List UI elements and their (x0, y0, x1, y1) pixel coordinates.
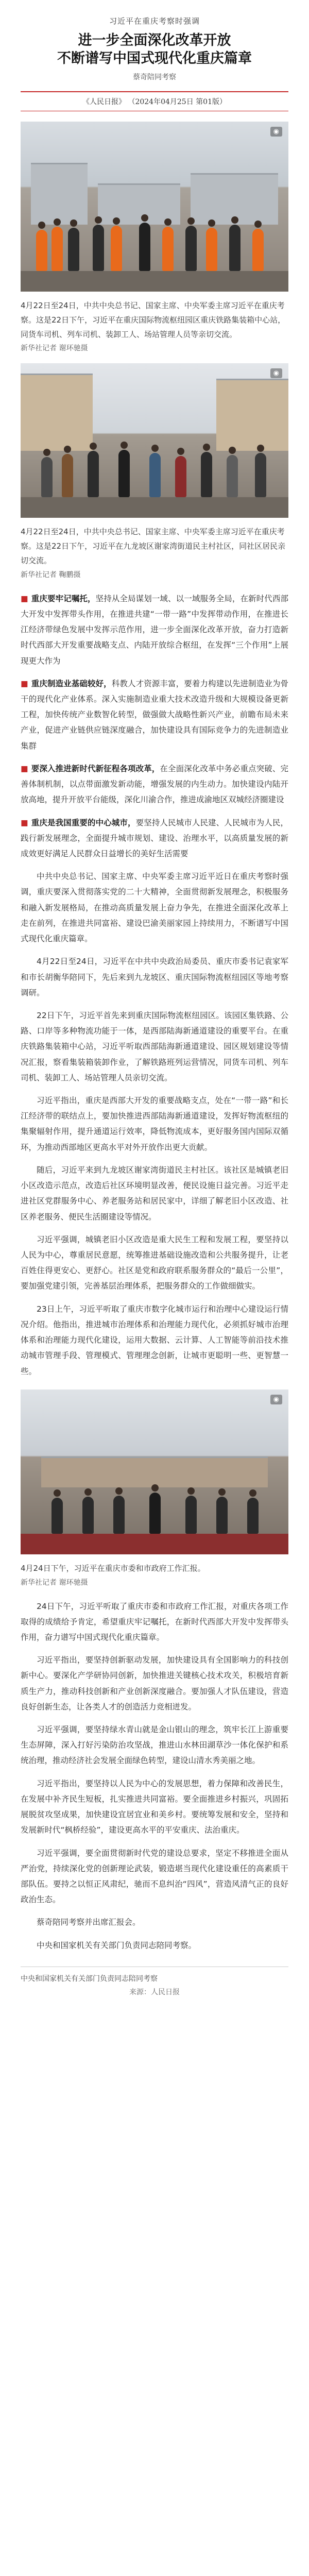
headline (21, 31, 288, 67)
photo-logistics-hub[interactable] (21, 122, 288, 292)
byline: 蔡奇陪同考察 (133, 73, 176, 82)
photo-person (185, 226, 197, 271)
photo-person (68, 228, 79, 271)
photo-person (149, 453, 161, 497)
photo-person (93, 225, 104, 271)
photo-crowd (21, 435, 288, 497)
source-label: 来源：人民日报 (129, 1988, 180, 1996)
photo-work-report[interactable] (21, 1389, 288, 1554)
summary-text: 要坚持人民城市人民建、人民城市为人民，践行新发展理念，全面提升城市规划、建设、治理水平，以高质量发展的新成效更好满足人民群众日益增长的美好生活需要 (21, 818, 288, 858)
photo-ground (21, 1534, 288, 1554)
photo-person (113, 1496, 125, 1534)
headline-line-2: 不断谱写中国式现代化重庆篇章 (57, 50, 252, 67)
article-body-continued (21, 1599, 288, 1953)
body-paragraph: 蔡奇陪同考察并出席汇报会。 (37, 1918, 141, 1927)
photo-person (52, 1498, 63, 1534)
body-paragraph: 习近平强调，城镇老旧小区改造是重大民生工程和发展工程，要坚持以人民为中心，尊重居民意愿，统筹推进基础设施改造和公共服务提升，让老百姓住得更安心、更舒心。社区是党和政府联系服务群众的“最后一公里”，要加强党建引领，完善基层治理体系，把服务群众的工作做细做实。 (21, 1234, 288, 1291)
photo-caption: 4月24日下午，习近平在重庆市委和市政府工作汇报。 (21, 1563, 205, 1573)
photo-person (216, 1497, 228, 1534)
photo-person (52, 227, 63, 271)
summary-lead: 重庆要牢记嘱托， (31, 594, 96, 603)
article-footer (21, 1967, 288, 1997)
photo-person (62, 454, 73, 497)
bullet-mark: ■ (21, 594, 28, 603)
photo-person (247, 1498, 259, 1534)
bullet-mark: ■ (21, 679, 28, 688)
summary-lead: 重庆制造业基础较好， (31, 679, 112, 688)
photo-person (118, 450, 130, 497)
bullet-mark: ■ (21, 818, 28, 827)
summary-lead: 重庆是我国重要的中心城市， (31, 818, 136, 827)
masthead (0, 0, 309, 82)
headline-line-1: 进一步全面深化改革开放 (78, 32, 231, 48)
photo-caption: 4月22日至24日，中共中央总书记、国家主席、中央军委主席习近平在重庆考察。这是22日下午，习近平在九龙坡区谢家湾街道民主村社区，同社区居民亲切交流。 (21, 527, 286, 565)
photo-person (206, 228, 217, 271)
summary-text: 坚持从全局谋划一域、以一域服务全局，在新时代西部大开发中发挥带头作用，在推进共建“一带一路”中发挥带动作用，在推进长江经济带绿色发展中发挥示范作用，进一步全面深化改革开放，奋力打造新时代西部大开发重要战略支点、内陆开放综合枢纽，在发挥“三个作用”上展现更大作为 (21, 594, 288, 666)
photo-caption: 4月22日至24日，中共中央总书记、国家主席、中央军委主席习近平在重庆考察。这是22日下午，习近平在重庆国际物流枢纽园区重庆铁路集装箱中心站，同货车司机、列车司机、装卸工人、场站管理人员等亲切交流。 (21, 301, 286, 339)
body-paragraph: 习近平指出，要坚持创新驱动发展，加快建设具有全国影响力的科技创新中心。要深化产学研协同创新，加快推进关键核心技术攻关，积极培育新质生产力，推动科技创新和产业创新深度融合。要加强人才队伍建设，营造良好创新生态，让各类人才的创造活力竞相迸发。 (21, 1655, 288, 1711)
photo-ground (21, 271, 288, 292)
photo-crowd (21, 209, 288, 271)
publication-date: （2024年04月25日 (128, 98, 194, 107)
photo-ground (21, 497, 288, 518)
body-paragraph: 习近平强调，要坚持绿水青山就是金山银山的理念，筑牢长江上游重要生态屏障，深入打好污染防治攻坚战，推进山水林田湖草沙一体化保护和系统治理，推动经济社会发展全面绿色转型，建设山清水秀美丽之地。 (21, 1725, 288, 1766)
photo-community[interactable] (21, 363, 288, 518)
body-paragraph: 习近平指出，要坚持以人民为中心的发展思想，着力保障和改善民生，在发展中补齐民生短板，扎实推进共同富裕。要全面推进乡村振兴，巩固拓展脱贫攻坚成果，加快建设宜居宜业和美乡村。要统筹发展和安全，坚持和发展新时代“枫桥经验”，建设更高水平的平安重庆、法治重庆。 (21, 1778, 288, 1835)
summary-paragraph (21, 591, 288, 669)
body-paragraph: 随后，习近平来到九龙坡区谢家湾街道民主村社区。该社区是城镇老旧小区改造示范点，改造后社区环境明显改善，便民设施日益完善。习近平走进社区党群服务中心、养老服务站和居民家中，详细了解老旧小区改造、社区养老服务、便民生活圈建设等情况。 (21, 1165, 288, 1222)
photo-person (229, 225, 241, 271)
body-paragraph: 22日下午，习近平首先来到重庆国际物流枢纽园区。该园区集铁路、公路、口岸等多种物流功能于一体，是西部陆海新通道建设的重要平台。在重庆铁路集装箱中心站，习近平听取西部陆海新通道建设、园区规划建设等情况汇报，察看集装箱装卸作业，了解铁路班列运营情况，同货车司机、列车司机、装卸工人、场站管理人员亲切交流。 (21, 1010, 288, 1082)
photo-person (82, 1497, 94, 1534)
camera-icon: ◉ (270, 127, 282, 137)
summary-paragraph (21, 676, 288, 754)
body-paragraph: 习近平指出，重庆是西部大开发的重要战略支点，处在“一带一路”和长江经济带的联结点上，要加快推进西部陆海新通道建设，发挥好物流枢纽的集聚辐射作用，提升通道运行效率，降低物流成本，更好服务国内国际双循环，为推动西部地区更高水平对外开放作出更大贡献。 (21, 1096, 288, 1152)
photo-person (255, 453, 266, 497)
photo-person (185, 1496, 197, 1534)
photo-person (88, 451, 99, 497)
summary-lead: 要深入推进新时代新征程各项改革， (31, 764, 160, 773)
photo-credit: 新华社记者 鞠鹏摄 (21, 570, 81, 579)
summary-paragraph (21, 815, 288, 862)
publication-info (21, 91, 288, 111)
photo-person (201, 452, 212, 497)
body-paragraph: 24日下午，习近平听取了重庆市委和市政府工作汇报，对重庆各项工作取得的成绩给予肯定，希望重庆牢记嘱托，在新时代西部大开发中发挥带头作用，奋力谱写中国式现代化重庆篇章。 (21, 1601, 288, 1642)
photo-credit: 新华社记者 谢环驰摄 (21, 344, 88, 353)
summary-paragraph (21, 761, 288, 808)
kicker: 习近平在重庆考察时强调 (109, 16, 200, 26)
photo-person (252, 229, 264, 271)
camera-icon: ◉ (270, 1395, 282, 1404)
body-paragraph: 习近平强调，要全面贯彻新时代党的建设总要求，坚定不移推进全面从严治党，持续深化党的创新理论武装，锻造堪当现代化建设重任的高素质干部队伍。要持之以恒正风肃纪，驰而不息纠治“四风”，营造风清气正的良好政治生态。 (21, 1848, 288, 1905)
body-paragraph: 4月22日至24日，习近平在中共中央政治局委员、重庆市委书记袁家军和市长胡衡华陪同下，先后来到九龙坡区、重庆国际物流枢纽园区等地考察调研。 (21, 957, 288, 997)
photo-person (162, 227, 174, 271)
photo-person (227, 455, 238, 497)
photo-person (175, 456, 186, 497)
photo-person (41, 457, 53, 497)
photo-credit: 新华社记者 谢环驰摄 (21, 1578, 88, 1587)
photo-person (139, 223, 150, 271)
photo-person (111, 226, 122, 271)
footer-line: 中央和国家机关有关部门负责同志陪同考察 (21, 1974, 158, 1983)
bullet-mark: ■ (21, 764, 28, 773)
photo-person (36, 230, 47, 271)
page-number: 第01版） (196, 98, 227, 107)
paper-name: 《人民日报》 (82, 98, 126, 107)
photo-person (149, 1493, 161, 1534)
body-paragraph: 中共中央总书记、国家主席、中央军委主席习近平近日在重庆考察时强调，重庆要深入贯彻落实党的二十大精神，全面贯彻新发展理念，积极服务和融入新发展格局，在推动高质量发展上奋力争先，在推进全面深化改革上走在前列，在推进共同富裕、建设巴渝美丽家园上持续用力，不断谱写中国式现代化重庆篇章。 (21, 872, 288, 944)
camera-icon: ◉ (270, 368, 282, 378)
body-paragraph: 中央和国家机关有关部门负责同志陪同考察。 (37, 1940, 197, 1950)
photo-crowd (21, 1472, 288, 1534)
body-paragraph: 23日上午，习近平听取了重庆市数字化城市运行和治理中心建设运行情况介绍。他指出，推进城市治理体系和治理能力现代化，必须抓好城市治理体系和治理能力现代化建设，运用大数据、云计算、人工智能等前沿技术推动城市管理手段、管理模式、管理理念创新，让城市更聪明一些、更智慧一些。 (21, 1304, 288, 1376)
summary-text: 科教人才资源丰富，要着力构建以先进制造业为骨干的现代化产业体系。深入实施制造业重大技术改造升级和大规模设备更新工程，加快传统产业数智化转型，做强做大战略性新兴产业，前瞻布局未来产业，促进产业链供应链深度融合，加快建设具有国际竞争力的先进制造业集群 (21, 679, 288, 751)
summary-text: 在全面深化改革中务必重点突破、完善体制机制，以点带面激发新动能，增强发展的内生动力。加快建设内陆开放高地，提升开放平台能级，深化川渝合作，推进成渝地区双城经济圈建设 (21, 764, 288, 805)
article-body (21, 591, 288, 1379)
